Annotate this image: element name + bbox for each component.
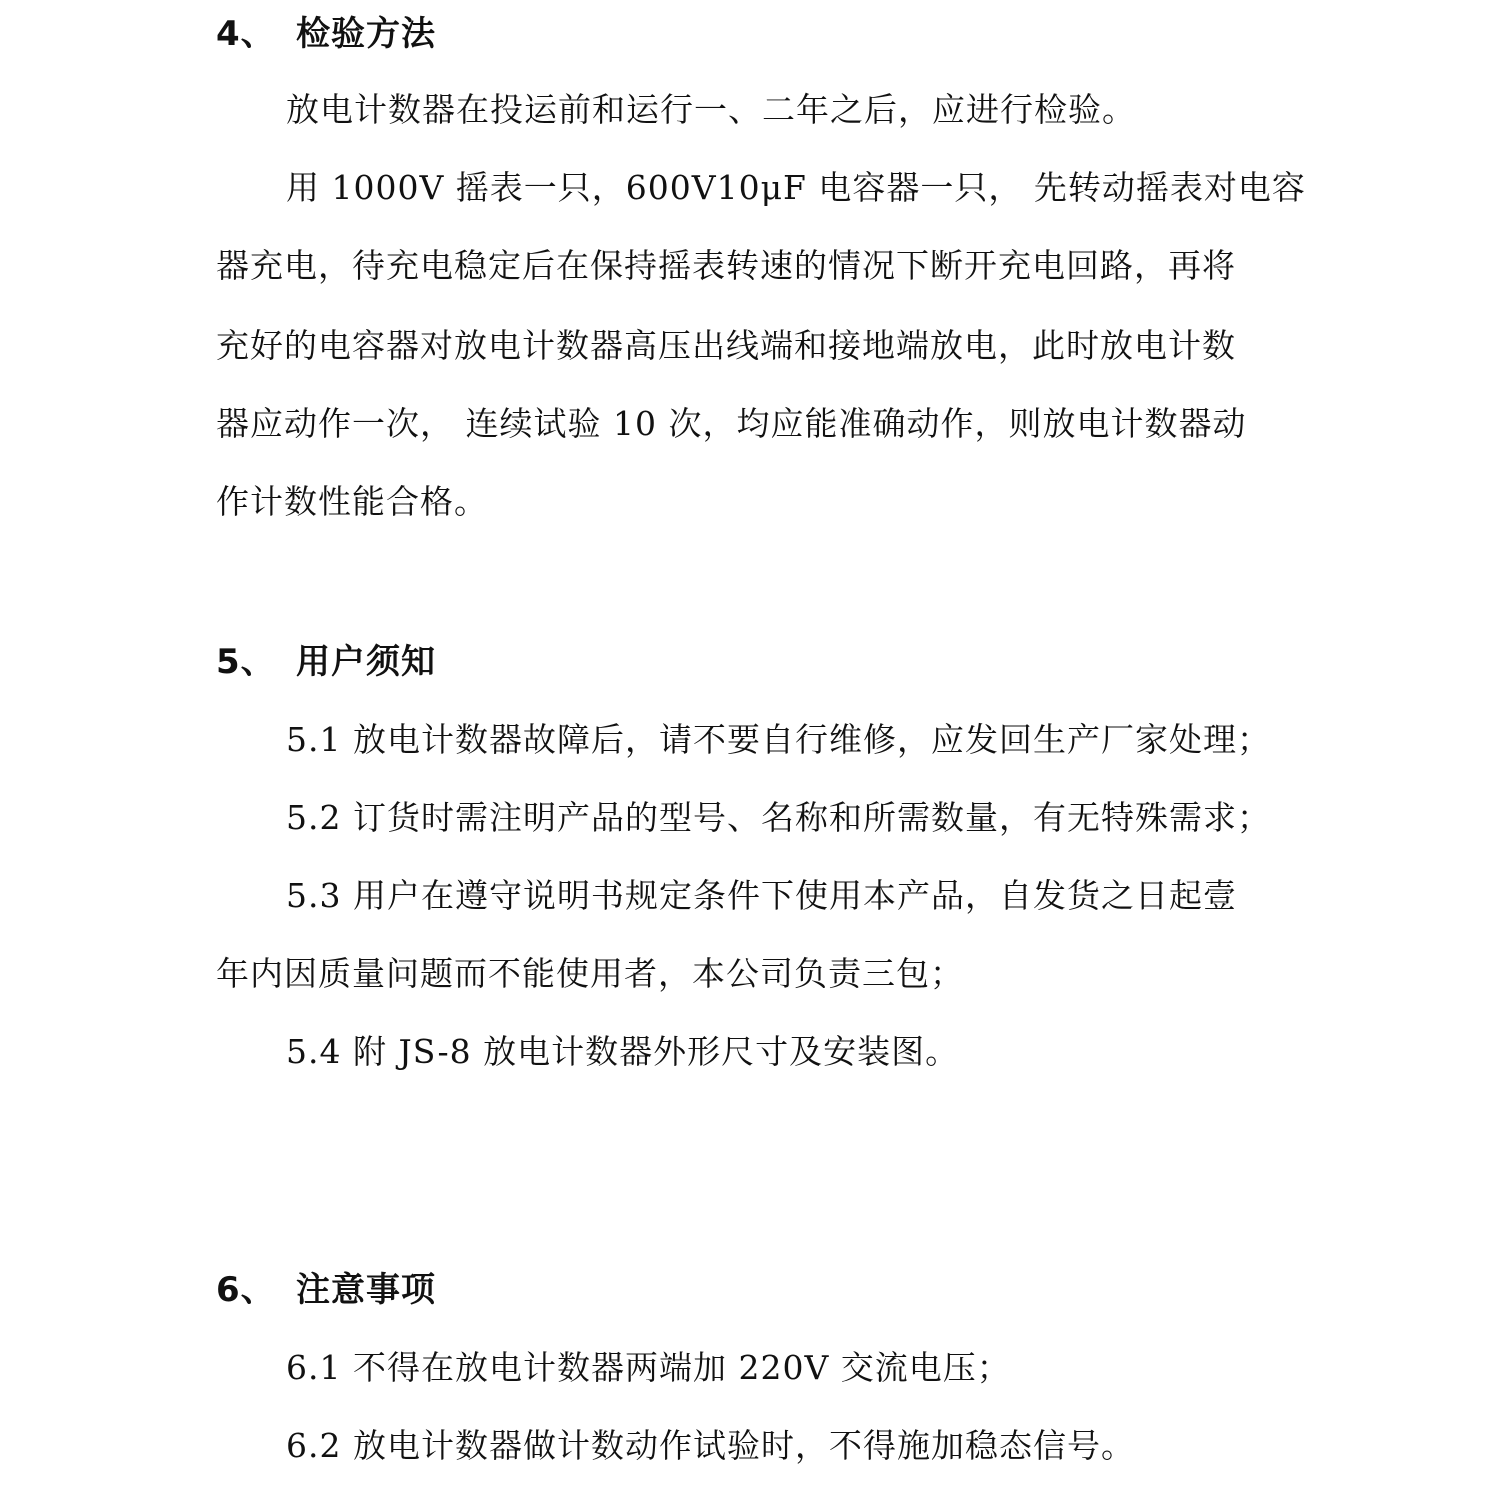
list-item: 5.1 放电计数器故障后，请不要自行维修，应发回生产厂家处理； [286, 720, 1271, 759]
section-5-heading [216, 642, 436, 682]
paragraph-line: 作计数性能合格。 [216, 482, 488, 521]
list-item: 5.4 附 JS-8 放电计数器外形尺寸及安装图。 [286, 1032, 960, 1071]
section-title: 用户须知 [296, 642, 436, 682]
section-number: 5、 [216, 642, 276, 682]
section-number: 4、 [216, 14, 276, 54]
list-item: 5.2 订货时需注明产品的型号、名称和所需数量，有无特殊需求； [286, 798, 1271, 837]
paragraph-line: 器充电，待充电稳定后在保持摇表转速的情况下断开充电回路，再将 [216, 246, 1236, 285]
section-6-heading [216, 1270, 436, 1310]
paragraph-line: 用 1000V 摇表一只，600V10μF 电容器一只， 先转动摇表对电容 [286, 168, 1306, 207]
paragraph-line: 器应动作一次， 连续试验 10 次，均应能准确动作，则放电计数器动 [216, 404, 1247, 443]
section-4-heading [216, 14, 436, 54]
list-item: 6.2 放电计数器做计数动作试验时，不得施加稳态信号。 [286, 1426, 1135, 1465]
list-item-continuation: 年内因质量问题而不能使用者，本公司负责三包； [216, 954, 964, 993]
list-item: 5.3 用户在遵守说明书规定条件下使用本产品，自发货之日起壹 [286, 876, 1237, 915]
paragraph-line: 放电计数器在投运前和运行一、二年之后，应进行检验。 [286, 90, 1136, 129]
list-item: 6.1 不得在放电计数器两端加 220V 交流电压； [286, 1348, 1011, 1387]
paragraph-line: 充好的电容器对放电计数器高压出线端和接地端放电，此时放电计数 [216, 326, 1236, 365]
section-title: 注意事项 [296, 1270, 436, 1310]
section-number: 6、 [216, 1270, 276, 1310]
section-title: 检验方法 [296, 14, 436, 54]
